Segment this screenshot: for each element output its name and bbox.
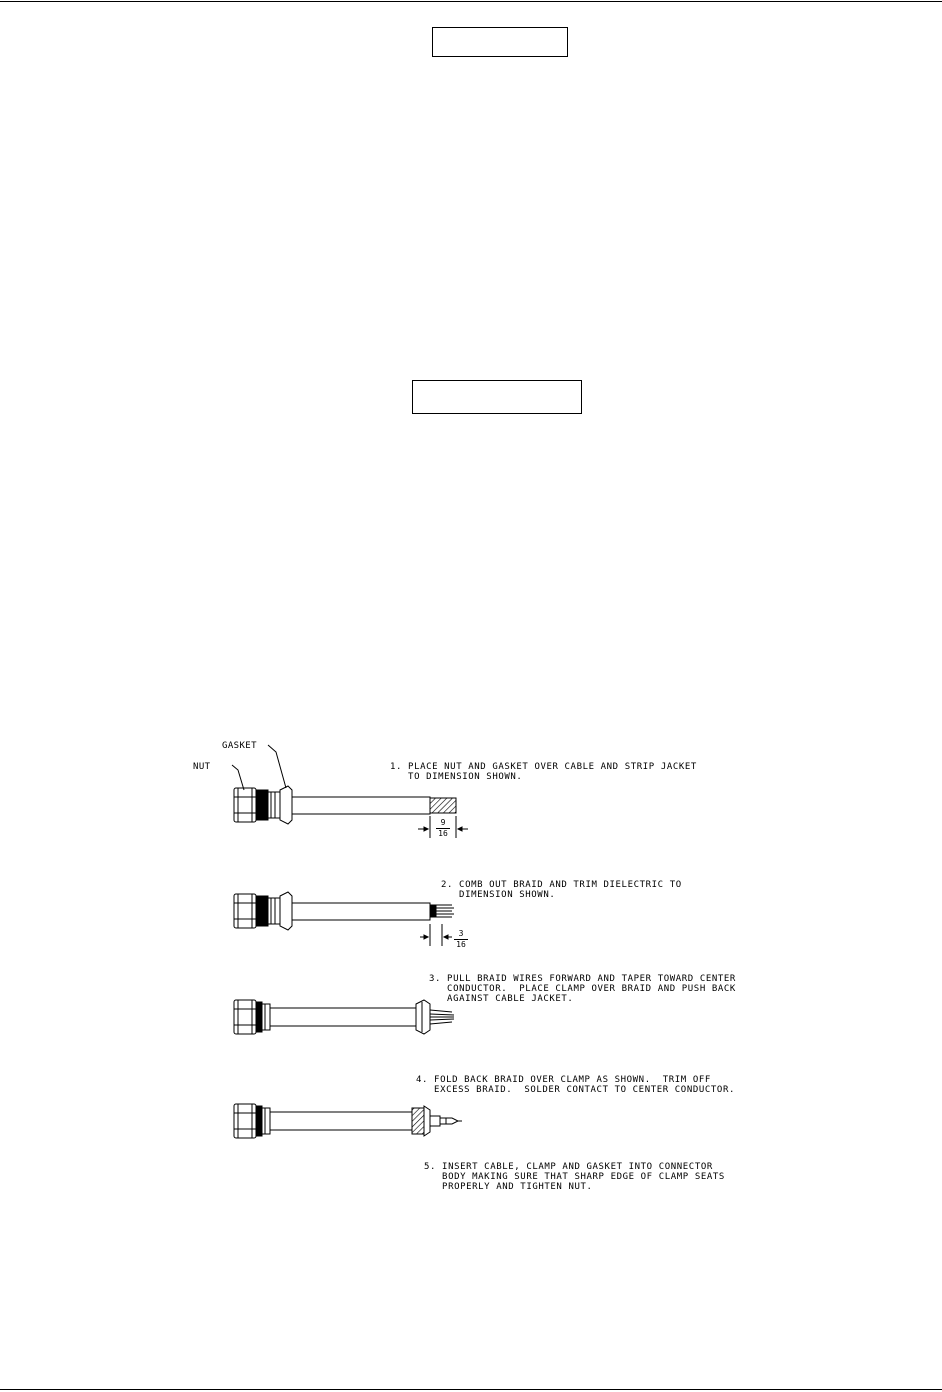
strip-dimension-denominator: 16 [438,829,448,838]
step-4-text: 4. FOLD BACK BRAID OVER CLAMP AS SHOWN. TRIM OFF EXCESS BRAID. SOLDER CONTACT TO CENTER CONDUCTOR. [416,1075,735,1095]
strip-dimension-numerator: 9 [440,818,446,827]
nut-label: NUT [193,762,211,772]
step-3-text: 3. PULL BRAID WIRES FORWARD AND TAPER TOWARD CENTER CONDUCTOR. PLACE CLAMP OVER BRAID AND PUSH BACK AGAINST CABLE JACKET. [429,974,736,1004]
step-5-text: 5. INSERT CABLE, CLAMP AND GASKET INTO CONNECTOR BODY MAKING SURE THAT SHARP EDGE OF CLAMP SEATS PROPERLY AND TIGHTEN NUT. [424,1162,725,1192]
step3-connector-figure [234,1000,454,1034]
trim-dimension-numerator: 3 [458,929,464,938]
step2-connector-figure [234,892,454,946]
step4-connector-figure [234,1104,462,1138]
step1-connector-figure [232,745,468,838]
trim-dimension-denominator: 16 [456,940,466,949]
step-2-text: 2. COMB OUT BRAID AND TRIM DIELECTRIC TO DIMENSION SHOWN. [441,880,682,900]
gasket-label: GASKET [222,741,257,751]
strip-dimension-fraction [436,819,450,838]
step-1-text: 1. PLACE NUT AND GASKET OVER CABLE AND STRIP JACKET TO DIMENSION SHOWN. [390,762,697,782]
trim-dimension-fraction [454,930,468,949]
